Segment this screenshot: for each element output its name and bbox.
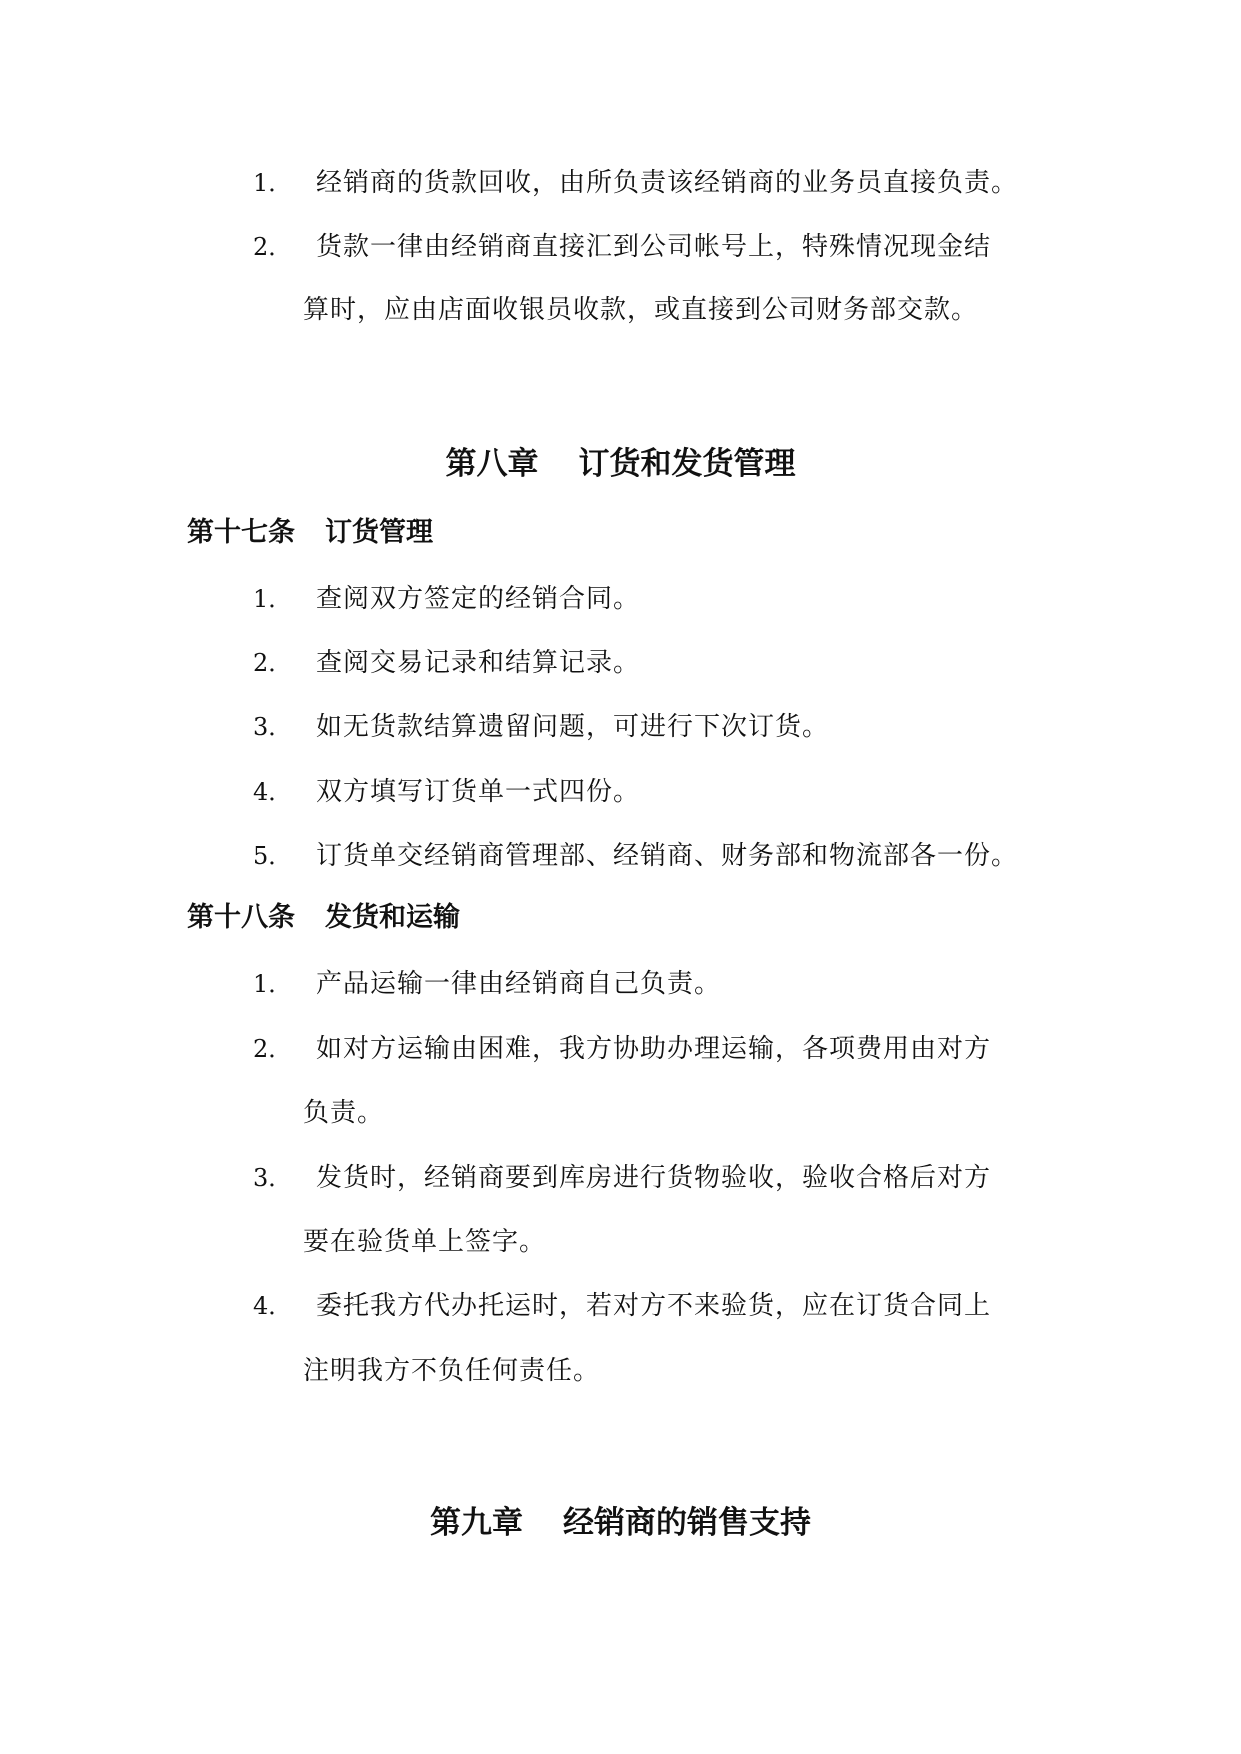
item-text: 查阅双方签定的经销合同。 xyxy=(316,584,641,614)
item-number: 2． xyxy=(253,1035,293,1063)
item-text: 如无货款结算遗留问题，可进行下次订货。 xyxy=(316,712,830,742)
item-number: 5． xyxy=(253,842,293,870)
item-text: 查阅交易记录和结算记录。 xyxy=(316,648,641,678)
article-number: 第十七条 xyxy=(187,517,295,548)
item-text: 委托我方代办托运时，若对方不来验货，应在订货合同上 xyxy=(316,1291,992,1321)
item-text: 双方填写订货单一式四份。 xyxy=(316,777,641,807)
item-text: 订货单交经销商管理部、经销商、财务部和物流部各一份。 xyxy=(316,841,1019,871)
item-text-continuation: 算时，应由店面收银员收款，或直接到公司财务部交款。 xyxy=(303,295,979,325)
chapter-heading xyxy=(0,1503,1241,1543)
item-text-continuation: 注明我方不负任何责任。 xyxy=(303,1356,601,1386)
item-text: 货款一律由经销商直接汇到公司帐号上，特殊情况现金结 xyxy=(316,232,992,262)
item-number: 4． xyxy=(253,778,293,806)
item-number: 2． xyxy=(253,233,293,261)
article-heading xyxy=(187,901,460,935)
chapter-title: 经销商的销售支持 xyxy=(563,1505,811,1541)
article-title: 订货管理 xyxy=(325,517,433,548)
chapter-heading xyxy=(0,444,1241,484)
item-number: 2． xyxy=(253,649,293,677)
item-number: 4． xyxy=(253,1292,293,1320)
item-number: 1． xyxy=(253,169,293,197)
chapter-title: 订货和发货管理 xyxy=(578,446,796,482)
chapter-number: 第九章 xyxy=(430,1505,523,1541)
item-text: 产品运输一律由经销商自己负责。 xyxy=(316,969,722,999)
item-text: 经销商的货款回收，由所负责该经销商的业务员直接负责。 xyxy=(316,168,1019,198)
article-heading xyxy=(187,516,433,550)
item-text-continuation: 要在验货单上签字。 xyxy=(303,1227,547,1257)
item-number: 3． xyxy=(253,1164,293,1192)
article-title: 发货和运输 xyxy=(325,902,460,933)
item-text: 发货时，经销商要到库房进行货物验收，验收合格后对方 xyxy=(316,1163,992,1193)
article-number: 第十八条 xyxy=(187,902,295,933)
item-text-continuation: 负责。 xyxy=(303,1098,385,1128)
item-number: 3． xyxy=(253,713,293,741)
item-number: 1． xyxy=(253,970,293,998)
chapter-number: 第八章 xyxy=(445,446,539,482)
item-text: 如对方运输由困难，我方协助办理运输，各项费用由对方 xyxy=(316,1034,992,1064)
item-number: 1． xyxy=(253,585,293,613)
